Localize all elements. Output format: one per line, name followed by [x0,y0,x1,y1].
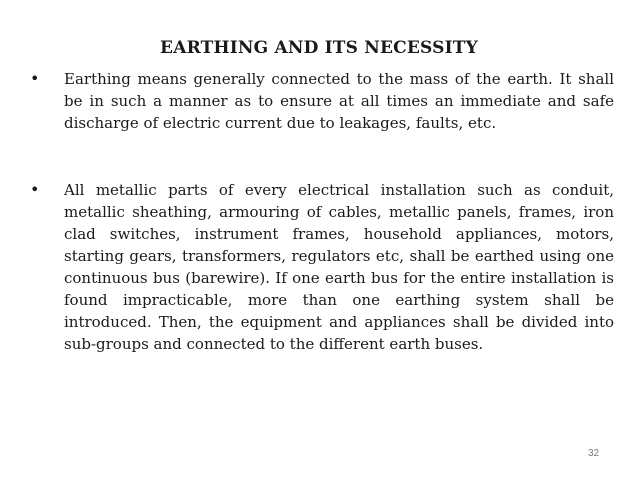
page-number: 32 [588,448,600,459]
bullet-marker: • [30,69,40,88]
slide-title: EARTHING AND ITS NECESSITY [160,38,478,58]
bullet-marker: • [30,180,40,199]
bullet-text: All metallic parts of every electrical installation such as conduit, metallic sheathing, armouring of cables, metallic panels, frames, iron clad switches, instrument frames, household appliances, motors, starting gears, transformers, regulators etc, shall be earthed using one continuous bus (barewire). If one earth bus for the entire installation is found impracticable, more than one earthing system shall be introduced. Then, the equipment and appliances shall be divided into sub-groups and connected to the different earth buses. [64,181,614,353]
bullet-text: Earthing means generally connected to the mass of the earth. It shall be in such a manner as to ensure at all times an immediate and safe discharge of electric current due to leakages, faults, etc. [64,70,614,132]
